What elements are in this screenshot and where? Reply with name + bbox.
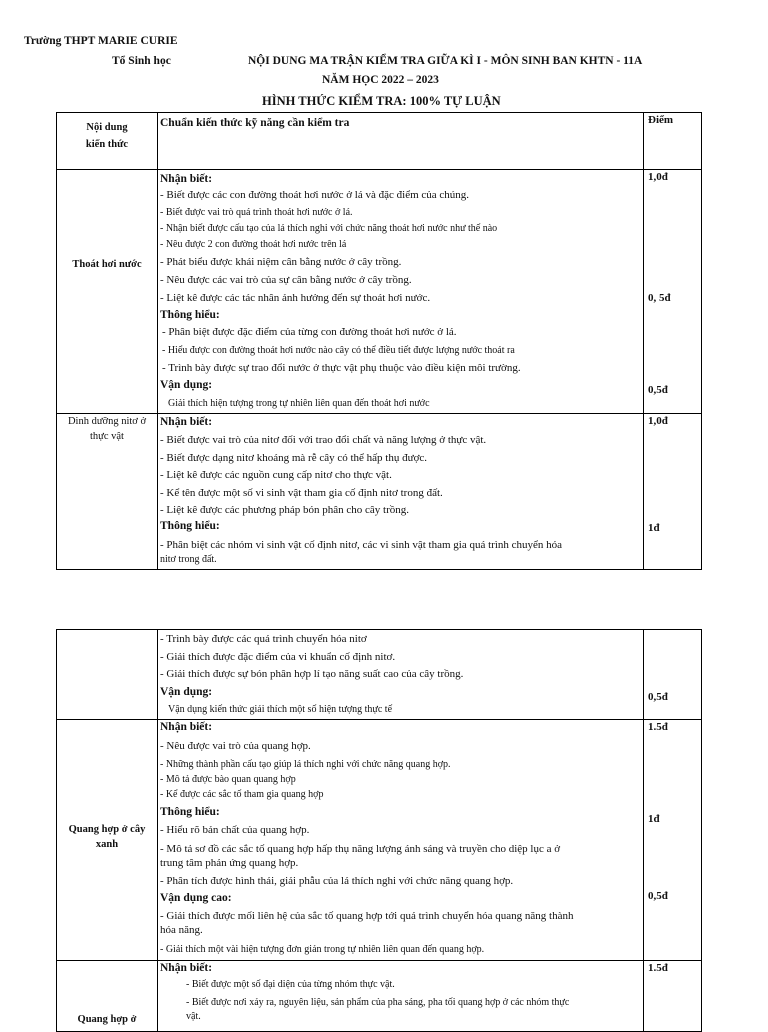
list-item: - Biết được nơi xảy ra, nguyên liệu, sản phẩm của pha sáng, pha tối quang hợp ở các nhóm thực [186, 997, 570, 1008]
list-item: nitơ trong đất. [160, 554, 217, 565]
level-label: Nhận biết: [160, 173, 213, 185]
list-item: - Biết được vai trò quá trình thoát hơi nước ở lá. [160, 207, 353, 218]
list-item: - Biết được một số đại diện của từng nhóm thực vật. [186, 979, 395, 990]
points-cell [644, 961, 702, 1032]
list-item: Giải thích hiện tượng trong tự nhiên liên quan đến thoát hơi nước [168, 398, 430, 409]
list-item: - Kể được các sắc tố tham gia quang hợp [160, 789, 324, 800]
list-item: trung tâm phản ứng quang hợp. [160, 857, 299, 869]
category-cell [57, 414, 158, 570]
list-item: - Giải thích được sự bón phân hợp lí tạo năng suất cao của cây trồng. [160, 668, 464, 680]
category-photosynthesis-line2: xanh [95, 839, 119, 850]
list-item: - Giải thích được mối liên hệ của sắc tố quang hợp tới quá trình chuyển hóa quang năng thành [160, 910, 574, 922]
header-col3: Điểm [648, 114, 674, 126]
standards-cell [158, 170, 644, 414]
level-label: Thông hiểu: [160, 806, 220, 818]
points-value: 1.5đ [648, 721, 668, 733]
list-item: - Giải thích một vài hiện tượng đơn giản trong tự nhiên liên quan đến quang hợp. [160, 944, 485, 955]
list-item: - Hiểu rõ bản chất của quang hợp. [160, 824, 310, 836]
list-item: - Kể tên được một số vi sinh vật tham gia cố định nitơ trong đất. [160, 487, 443, 499]
list-item: - Giải thích được đặc điểm của vi khuẩn cố định nitơ. [160, 651, 396, 663]
list-item: - Nêu được các vai trò của sự cân bằng nước ở cây trồng. [160, 274, 412, 286]
table-row [57, 414, 702, 570]
header-col2: Chuẩn kiến thức kỹ năng cần kiểm tra [160, 117, 350, 129]
list-item: - Phân biệt được đặc điểm của từng con đường thoát hơi nước ở lá. [162, 326, 457, 338]
category-cell [57, 961, 158, 1032]
points-value: 1,0đ [648, 415, 668, 427]
list-item: - Phân tích được hình thái, giải phẫu của lá thích nghi với chức năng quang hợp. [160, 875, 514, 887]
document-title: NỘI DUNG MA TRẬN KIỂM TRA GIỮA KÌ I - MÔN SINH BAN KHTN - 11A [248, 55, 643, 67]
header-cell-points [644, 113, 702, 170]
list-item: - Biết được vai trò của nitơ đối với trao đổi chất và năng lượng ở thực vật. [160, 434, 487, 446]
category-cell [57, 170, 158, 414]
header-cell-content [57, 113, 158, 170]
table-header-row [57, 113, 702, 170]
category-transpiration: Thoát hơi nước [72, 259, 142, 270]
points-value: 0,5đ [648, 384, 668, 396]
header-col1-line1: Nội dung [86, 122, 128, 133]
school-year: NĂM HỌC 2022 – 2023 [322, 74, 439, 86]
list-item: - Liệt kê được các nguồn cung cấp nitơ cho thực vật. [160, 469, 392, 481]
list-item: - Những thành phần cấu tạo giúp lá thích nghi với chức năng quang hợp. [160, 759, 451, 770]
standards-cell [158, 630, 644, 720]
header-col1-line2: kiến thức [85, 139, 129, 150]
category-nitrogen-line2: thực vật [90, 431, 124, 442]
exam-form: HÌNH THỨC KIỂM TRA: 100% TỰ LUẬN [262, 94, 501, 108]
points-cell [644, 720, 702, 961]
points-value: 0,5đ [648, 691, 668, 703]
list-item: Vận dụng kiến thức giải thích một số hiện tượng thực tế [168, 704, 393, 715]
list-item: - Nêu được vai trò của quang hợp. [160, 740, 311, 752]
table-row [57, 630, 702, 720]
level-label: Nhận biết: [160, 416, 213, 428]
points-value: 1đ [648, 522, 660, 534]
list-item: - Hiểu được con đường thoát hơi nước nào cây có thể điều tiết được lượng nước thoát ra [162, 345, 515, 356]
points-cell [644, 630, 702, 720]
list-item: - Nêu được 2 con đường thoát hơi nước trên lá [160, 239, 347, 250]
level-label: Vận dụng: [160, 686, 213, 698]
standards-cell [158, 720, 644, 961]
department-name: Tổ Sinh học [112, 55, 171, 67]
list-item: - Mô tả sơ đồ các sắc tố quang hợp hấp thụ năng lượng ánh sáng và truyền cho diệp lục a ở [160, 843, 561, 855]
table-row [57, 170, 702, 414]
points-cell [644, 170, 702, 414]
category-photosynthesis-groups: Quang hợp ở [77, 1014, 137, 1025]
points-value: 0,5đ [648, 890, 668, 902]
matrix-table-2 [56, 629, 702, 1032]
points-value: 1,0đ [648, 171, 668, 183]
points-value: 1đ [648, 813, 660, 825]
level-label: Nhận biết: [160, 962, 213, 974]
list-item: - Trình bày được sự trao đổi nước ở thực vật phụ thuộc vào điều kiện môi trường. [162, 362, 521, 374]
list-item: - Biết được dạng nitơ khoáng mà rễ cây có thể hấp thụ được. [160, 452, 428, 464]
list-item: - Liệt kê được các tác nhân ảnh hưởng đến sự thoát hơi nước. [160, 292, 431, 304]
level-label: Nhận biết: [160, 721, 213, 733]
category-photosynthesis-line1: Quang hợp ở cây [68, 824, 146, 835]
points-value: 1.5đ [648, 962, 668, 974]
table-row [57, 961, 702, 1032]
list-item: - Phát biểu được khái niệm cân bằng nước ở cây trồng. [160, 256, 402, 268]
list-item: - Biết được các con đường thoát hơi nước ở lá và đặc điểm của chúng. [160, 189, 470, 201]
standards-cell [158, 414, 644, 570]
category-cell [57, 720, 158, 961]
category-nitrogen-line1: Dinh dưỡng nitơ ở [67, 416, 147, 427]
list-item: - Mô tả được bào quan quang hợp [160, 774, 296, 785]
table-row [57, 720, 702, 961]
list-item: - Phân biệt các nhóm vi sinh vật cố định nitơ, các vi sinh vật tham gia quá trình chuyển hóa [160, 539, 563, 551]
level-label: Thông hiểu: [160, 309, 220, 321]
level-label: Vận dụng cao: [160, 892, 232, 904]
list-item: - Trình bày được các quá trình chuyển hóa nitơ [160, 633, 367, 645]
standards-cell [158, 961, 644, 1032]
points-cell [644, 414, 702, 570]
list-item: hóa năng. [160, 924, 203, 936]
list-item: - Liệt kê được các phương pháp bón phân cho cây trồng. [160, 504, 409, 516]
points-value: 0, 5đ [648, 292, 671, 304]
school-name: Trường THPT MARIE CURIE [24, 35, 178, 47]
list-item: vật. [186, 1011, 201, 1022]
level-label: Vận dụng: [160, 379, 213, 391]
list-item: - Nhận biết được cấu tạo của lá thích nghi với chức năng thoát hơi nước như thế nào [160, 223, 498, 234]
header-cell-standards [158, 113, 644, 170]
category-cell [57, 630, 158, 720]
matrix-table-1 [56, 112, 702, 570]
level-label: Thông hiểu: [160, 520, 220, 532]
